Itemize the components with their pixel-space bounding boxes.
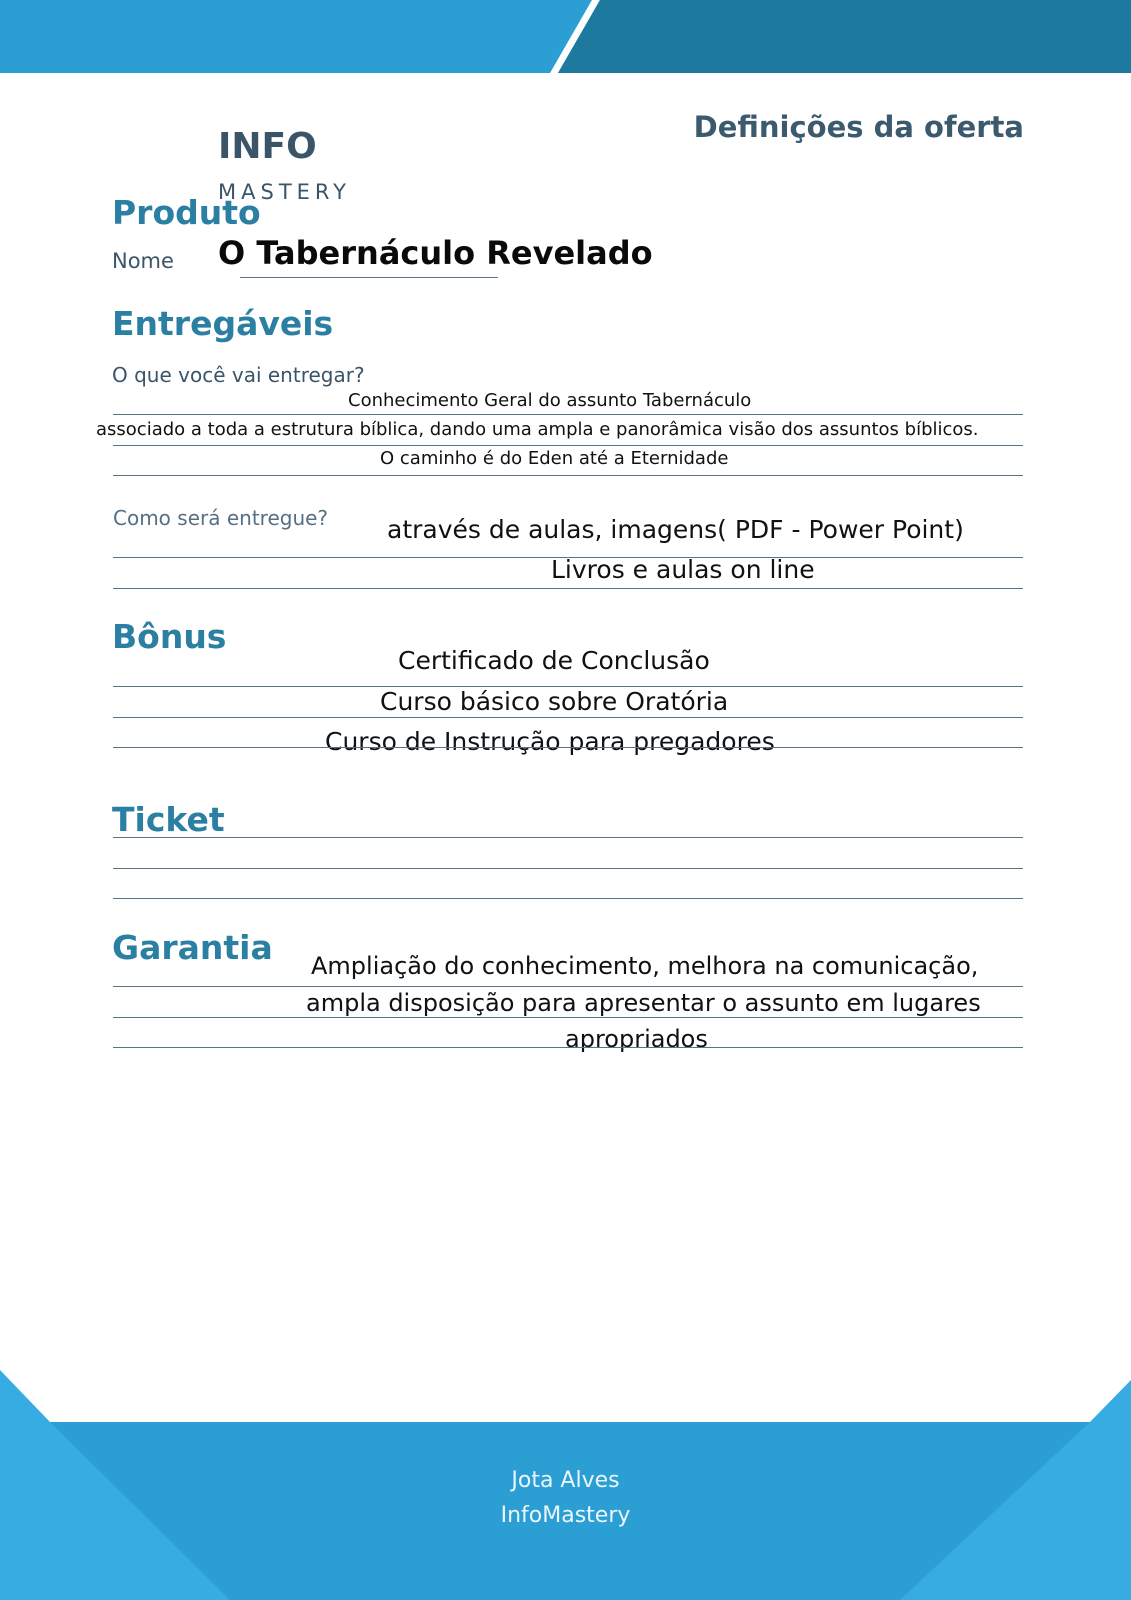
- bonus-line-1: Certificado de Conclusão: [398, 646, 710, 675]
- question-how-label: Como será entregue?: [113, 506, 329, 530]
- answer-rule: [113, 898, 1023, 899]
- deliverable-line-1: Conhecimento Geral do assunto Tabernáculo: [348, 390, 752, 411]
- answer-rule: [113, 837, 1023, 838]
- answer-rule: [113, 868, 1023, 869]
- top-banner: [0, 0, 1131, 73]
- footer-author: Jota Alves: [511, 1468, 620, 1493]
- answer-rule: [113, 1017, 1023, 1018]
- answer-rule: [113, 717, 1023, 718]
- section-heading-bonus: Bônus: [112, 617, 227, 656]
- section-heading-entregaveis: Entregáveis: [112, 304, 334, 343]
- answer-rule: [113, 475, 1023, 476]
- top-banner-graphic: [0, 0, 1131, 73]
- section-heading-ticket: Ticket: [112, 800, 225, 839]
- page-title: Definições da oferta: [693, 110, 1024, 144]
- guarantee-line-2: ampla disposição para apresentar o assunto em lugares: [306, 989, 981, 1017]
- answer-rule: [113, 588, 1023, 589]
- question-what-label: O que você vai entregar?: [112, 363, 365, 387]
- section-heading-garantia: Garantia: [112, 928, 273, 967]
- answer-rule: [113, 1047, 1023, 1048]
- delivery-line-1: através de aulas, imagens( PDF - Power Point): [387, 515, 964, 544]
- answer-rule: [113, 986, 1023, 987]
- logo-info: INFO: [218, 126, 317, 167]
- delivery-line-2: Livros e aulas on line: [551, 555, 815, 584]
- product-name-value: O Tabernáculo Revelado: [218, 234, 653, 272]
- product-name-label: Nome: [112, 249, 174, 273]
- answer-rule: [113, 414, 1023, 415]
- guarantee-line-1: Ampliação do conhecimento, melhora na comunicação,: [311, 952, 979, 980]
- answer-rule: [113, 445, 1023, 446]
- bonus-line-2: Curso básico sobre Oratória: [380, 687, 729, 716]
- footer-brand: InfoMastery: [500, 1503, 631, 1528]
- deliverable-line-2: associado a toda a estrutura bíblica, dando uma ampla e panorâmica visão dos assuntos bíblicos.: [96, 419, 979, 440]
- section-heading-produto: Produto: [112, 193, 261, 232]
- product-name-underline: [240, 277, 498, 278]
- answer-rule: [113, 747, 1023, 748]
- deliverable-line-3: O caminho é do Eden até a Eternidade: [380, 448, 729, 469]
- logo-mastery: MASTERY: [218, 180, 351, 204]
- guarantee-line-3: apropriados: [565, 1025, 708, 1053]
- bonus-line-3: Curso de Instrução para pregadores: [325, 727, 775, 756]
